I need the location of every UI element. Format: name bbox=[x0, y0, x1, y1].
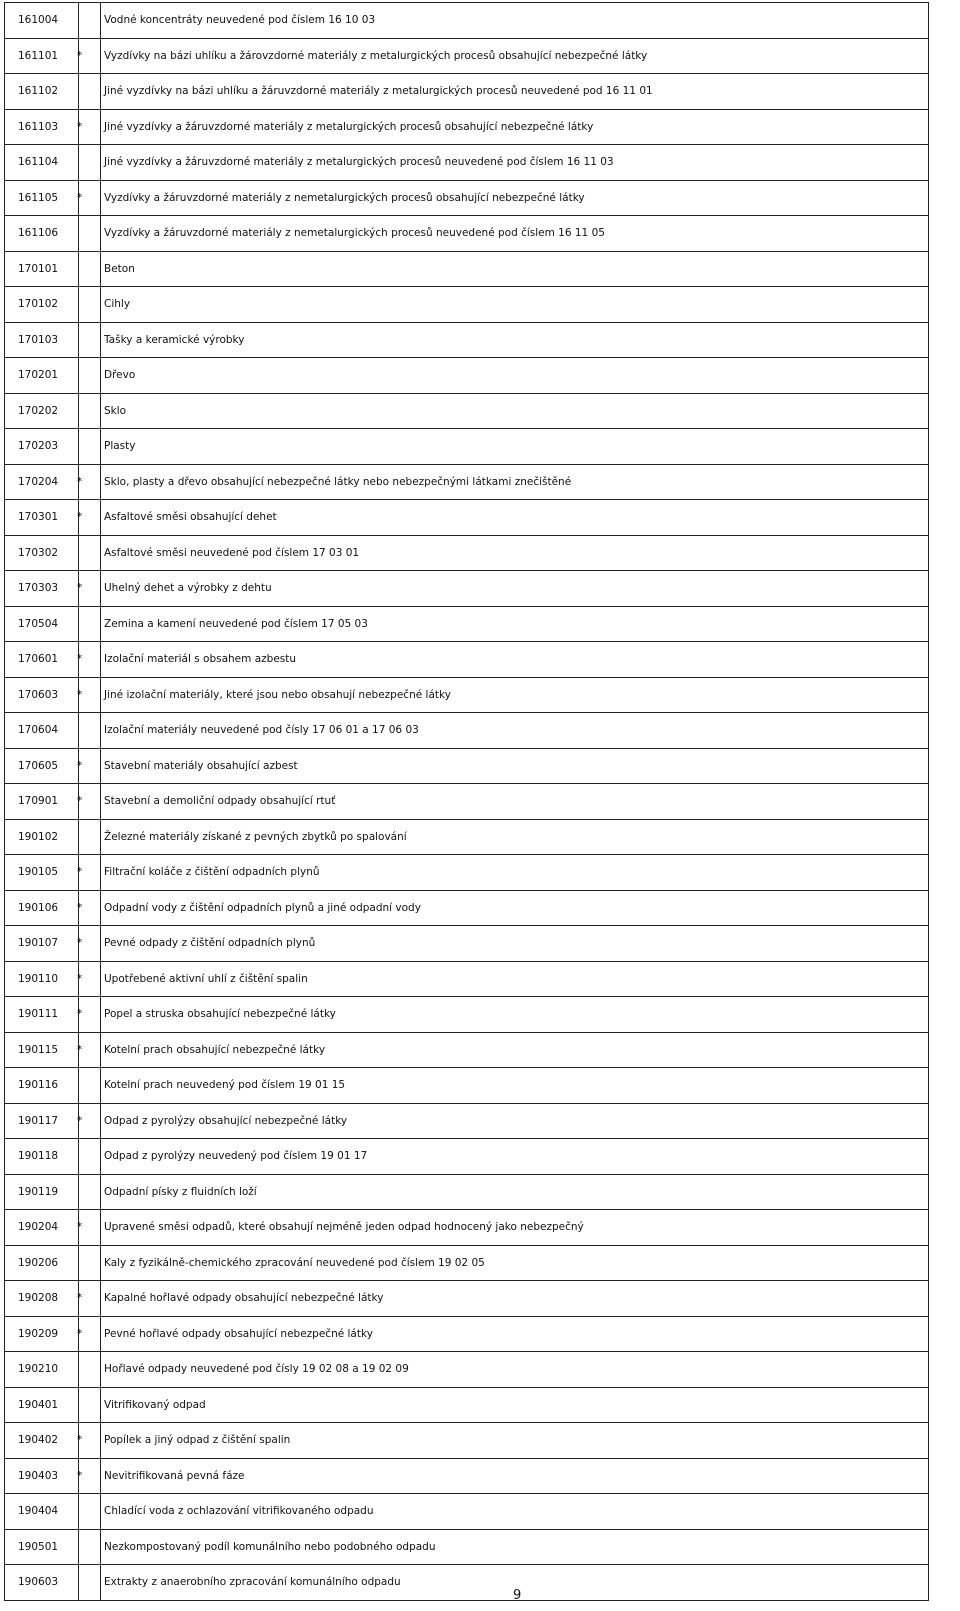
waste-code-cell: 190208 bbox=[5, 1281, 79, 1317]
waste-code-cell: 190119 bbox=[5, 1174, 79, 1210]
hazard-flag-cell bbox=[79, 1565, 101, 1601]
table-row bbox=[5, 393, 929, 429]
waste-code-cell: 170101 bbox=[5, 251, 79, 287]
hazard-flag-cell bbox=[79, 464, 101, 500]
table-row bbox=[5, 287, 929, 323]
hazard-flag-cell bbox=[79, 393, 101, 429]
hazard-flag-cell bbox=[79, 819, 101, 855]
hazard-asterisk: * bbox=[77, 653, 83, 666]
waste-code-cell: 190402 bbox=[5, 1423, 79, 1459]
waste-description-cell: Stavební a demoliční odpady obsahující rtuť bbox=[101, 784, 929, 820]
table-row bbox=[5, 1494, 929, 1530]
waste-description-cell: Izolační materiál s obsahem azbestu bbox=[101, 642, 929, 678]
hazard-flag-cell bbox=[79, 1174, 101, 1210]
hazard-flag-cell bbox=[79, 287, 101, 323]
waste-description-cell: Stavební materiály obsahující azbest bbox=[101, 748, 929, 784]
hazard-flag-cell bbox=[79, 1068, 101, 1104]
waste-code-cell: 170605 bbox=[5, 748, 79, 784]
hazard-asterisk: * bbox=[77, 759, 83, 772]
waste-description-cell: Sklo, plasty a dřevo obsahující nebezpečné látky nebo nebezpečnými látkami znečištěné bbox=[101, 464, 929, 500]
waste-catalogue-table bbox=[4, 2, 929, 1601]
waste-code-cell: 190501 bbox=[5, 1529, 79, 1565]
hazard-flag-cell bbox=[79, 358, 101, 394]
waste-code-cell: 161004 bbox=[5, 3, 79, 39]
table-row bbox=[5, 855, 929, 891]
hazard-flag-cell bbox=[79, 1494, 101, 1530]
table-row bbox=[5, 1139, 929, 1175]
waste-code-cell: 190401 bbox=[5, 1387, 79, 1423]
waste-code-cell: 161106 bbox=[5, 216, 79, 252]
waste-description-cell: Extrakty z anaerobního zpracování komunálního odpadu bbox=[101, 1565, 929, 1601]
hazard-flag-cell bbox=[79, 1210, 101, 1246]
table-row bbox=[5, 1529, 929, 1565]
waste-description-cell: Odpadní písky z fluidních loží bbox=[101, 1174, 929, 1210]
waste-description-cell: Asfaltové směsi obsahující dehet bbox=[101, 500, 929, 536]
waste-description-cell: Upotřebené aktivní uhlí z čištění spalin bbox=[101, 961, 929, 997]
waste-code-cell: 190102 bbox=[5, 819, 79, 855]
waste-code-cell: 170201 bbox=[5, 358, 79, 394]
table-row bbox=[5, 251, 929, 287]
table-row bbox=[5, 1387, 929, 1423]
hazard-flag-cell bbox=[79, 38, 101, 74]
waste-description-cell: Železné materiály získané z pevných zbytků po spalování bbox=[101, 819, 929, 855]
hazard-flag-cell bbox=[79, 3, 101, 39]
table-row bbox=[5, 180, 929, 216]
waste-description-cell: Kotelní prach neuvedený pod číslem 19 01 15 bbox=[101, 1068, 929, 1104]
waste-description-cell: Cihly bbox=[101, 287, 929, 323]
table-body bbox=[5, 3, 929, 1601]
waste-description-cell: Vitrifikovaný odpad bbox=[101, 1387, 929, 1423]
waste-description-cell: Odpad z pyrolýzy neuvedený pod číslem 19 01 17 bbox=[101, 1139, 929, 1175]
table-row bbox=[5, 926, 929, 962]
waste-code-cell: 190105 bbox=[5, 855, 79, 891]
table-row bbox=[5, 38, 929, 74]
hazard-flag-cell bbox=[79, 784, 101, 820]
waste-code-cell: 190110 bbox=[5, 961, 79, 997]
waste-description-cell: Pevné hořlavé odpady obsahující nebezpečné látky bbox=[101, 1316, 929, 1352]
waste-code-cell: 190107 bbox=[5, 926, 79, 962]
table-row bbox=[5, 713, 929, 749]
table-row bbox=[5, 1245, 929, 1281]
table-row bbox=[5, 429, 929, 465]
waste-description-cell: Odpad z pyrolýzy obsahující nebezpečné látky bbox=[101, 1103, 929, 1139]
table-row bbox=[5, 1423, 929, 1459]
hazard-asterisk: * bbox=[77, 937, 83, 950]
waste-code-cell: 190117 bbox=[5, 1103, 79, 1139]
hazard-asterisk: * bbox=[77, 49, 83, 62]
table-row bbox=[5, 1068, 929, 1104]
table-row bbox=[5, 358, 929, 394]
waste-description-cell: Hořlavé odpady neuvedené pod čísly 19 02 08 a 19 02 09 bbox=[101, 1352, 929, 1388]
waste-description-cell: Jiné vyzdívky na bázi uhlíku a žáruvzdorné materiály z metalurgických procesů neuvedené pod 16 11 01 bbox=[101, 74, 929, 110]
hazard-flag-cell bbox=[79, 642, 101, 678]
waste-code-cell: 170604 bbox=[5, 713, 79, 749]
waste-code-cell: 190111 bbox=[5, 997, 79, 1033]
waste-description-cell: Vodné koncentráty neuvedené pod číslem 16 10 03 bbox=[101, 3, 929, 39]
hazard-flag-cell bbox=[79, 1139, 101, 1175]
waste-code-cell: 170102 bbox=[5, 287, 79, 323]
waste-description-cell: Asfaltové směsi neuvedené pod číslem 17 03 01 bbox=[101, 535, 929, 571]
hazard-flag-cell bbox=[79, 74, 101, 110]
waste-description-cell: Dřevo bbox=[101, 358, 929, 394]
waste-code-cell: 190603 bbox=[5, 1565, 79, 1601]
hazard-flag-cell bbox=[79, 1423, 101, 1459]
hazard-asterisk: * bbox=[77, 901, 83, 914]
waste-code-cell: 170203 bbox=[5, 429, 79, 465]
waste-code-cell: 170302 bbox=[5, 535, 79, 571]
hazard-asterisk: * bbox=[77, 688, 83, 701]
waste-description-cell: Sklo bbox=[101, 393, 929, 429]
waste-code-cell: 161105 bbox=[5, 180, 79, 216]
waste-description-cell: Uhelný dehet a výrobky z dehtu bbox=[101, 571, 929, 607]
waste-code-cell: 190116 bbox=[5, 1068, 79, 1104]
hazard-flag-cell bbox=[79, 926, 101, 962]
waste-description-cell: Vyzdívky na bázi uhlíku a žárovzdorné materiály z metalurgických procesů obsahující nebezpečné látky bbox=[101, 38, 929, 74]
table-row bbox=[5, 890, 929, 926]
hazard-flag-cell bbox=[79, 145, 101, 181]
waste-code-cell: 170103 bbox=[5, 322, 79, 358]
hazard-flag-cell bbox=[79, 997, 101, 1033]
waste-code-cell: 170603 bbox=[5, 677, 79, 713]
waste-code-cell: 170202 bbox=[5, 393, 79, 429]
waste-description-cell: Beton bbox=[101, 251, 929, 287]
waste-code-cell: 170204 bbox=[5, 464, 79, 500]
hazard-asterisk: * bbox=[77, 795, 83, 808]
waste-description-cell: Jiné vyzdívky a žáruvzdorné materiály z metalurgických procesů neuvedené pod číslem 16 11 03 bbox=[101, 145, 929, 181]
hazard-flag-cell bbox=[79, 1316, 101, 1352]
hazard-flag-cell bbox=[79, 1529, 101, 1565]
waste-code-cell: 190206 bbox=[5, 1245, 79, 1281]
hazard-flag-cell bbox=[79, 571, 101, 607]
waste-code-cell: 190210 bbox=[5, 1352, 79, 1388]
hazard-flag-cell bbox=[79, 1281, 101, 1317]
waste-code-cell: 170504 bbox=[5, 606, 79, 642]
waste-description-cell: Vyzdívky a žáruvzdorné materiály z nemetalurgických procesů neuvedené pod číslem 16 11 05 bbox=[101, 216, 929, 252]
waste-description-cell: Kotelní prach obsahující nebezpečné látky bbox=[101, 1032, 929, 1068]
waste-description-cell: Plasty bbox=[101, 429, 929, 465]
page-number: 9 bbox=[513, 1588, 522, 1603]
table-row bbox=[5, 1174, 929, 1210]
waste-description-cell: Tašky a keramické výrobky bbox=[101, 322, 929, 358]
table-row bbox=[5, 961, 929, 997]
hazard-asterisk: * bbox=[77, 1327, 83, 1340]
waste-description-cell: Nezkompostovaný podíl komunálního nebo podobného odpadu bbox=[101, 1529, 929, 1565]
hazard-flag-cell bbox=[79, 322, 101, 358]
hazard-flag-cell bbox=[79, 1103, 101, 1139]
waste-code-cell: 190209 bbox=[5, 1316, 79, 1352]
table-row bbox=[5, 606, 929, 642]
hazard-asterisk: * bbox=[77, 1434, 83, 1447]
waste-code-cell: 161103 bbox=[5, 109, 79, 145]
waste-code-cell: 190115 bbox=[5, 1032, 79, 1068]
waste-code-cell: 161102 bbox=[5, 74, 79, 110]
table-row bbox=[5, 1316, 929, 1352]
waste-code-cell: 170901 bbox=[5, 784, 79, 820]
hazard-asterisk: * bbox=[77, 120, 83, 133]
waste-code-cell: 190403 bbox=[5, 1458, 79, 1494]
waste-description-cell: Popel a struska obsahující nebezpečné látky bbox=[101, 997, 929, 1033]
table-row bbox=[5, 784, 929, 820]
hazard-flag-cell bbox=[79, 251, 101, 287]
waste-description-cell: Zemina a kamení neuvedené pod číslem 17 05 03 bbox=[101, 606, 929, 642]
hazard-flag-cell bbox=[79, 535, 101, 571]
waste-description-cell: Odpadní vody z čištění odpadních plynů a jiné odpadní vody bbox=[101, 890, 929, 926]
hazard-flag-cell bbox=[79, 180, 101, 216]
hazard-flag-cell bbox=[79, 1032, 101, 1068]
table-row bbox=[5, 997, 929, 1033]
waste-description-cell: Kaly z fyzikálně-chemického zpracování neuvedené pod číslem 19 02 05 bbox=[101, 1245, 929, 1281]
waste-description-cell: Chladící voda z ochlazování vitrifikovaného odpadu bbox=[101, 1494, 929, 1530]
hazard-flag-cell bbox=[79, 109, 101, 145]
hazard-flag-cell bbox=[79, 1387, 101, 1423]
hazard-flag-cell bbox=[79, 961, 101, 997]
waste-description-cell: Kapalné hořlavé odpady obsahující nebezpečné látky bbox=[101, 1281, 929, 1317]
waste-code-cell: 190204 bbox=[5, 1210, 79, 1246]
waste-description-cell: Filtrační koláče z čištění odpadních plynů bbox=[101, 855, 929, 891]
waste-code-cell: 170303 bbox=[5, 571, 79, 607]
table-row bbox=[5, 1352, 929, 1388]
table-row bbox=[5, 642, 929, 678]
table-row bbox=[5, 1103, 929, 1139]
table-row bbox=[5, 500, 929, 536]
table-row bbox=[5, 216, 929, 252]
waste-code-cell: 190118 bbox=[5, 1139, 79, 1175]
hazard-flag-cell bbox=[79, 1245, 101, 1281]
table-row bbox=[5, 464, 929, 500]
waste-description-cell: Izolační materiály neuvedené pod čísly 17 06 01 a 17 06 03 bbox=[101, 713, 929, 749]
waste-code-cell: 190106 bbox=[5, 890, 79, 926]
hazard-asterisk: * bbox=[77, 866, 83, 879]
hazard-asterisk: * bbox=[77, 191, 83, 204]
table-row bbox=[5, 677, 929, 713]
waste-description-cell: Jiné izolační materiály, které jsou nebo obsahují nebezpečné látky bbox=[101, 677, 929, 713]
hazard-asterisk: * bbox=[77, 582, 83, 595]
hazard-flag-cell bbox=[79, 748, 101, 784]
table-row bbox=[5, 819, 929, 855]
hazard-asterisk: * bbox=[77, 511, 83, 524]
hazard-asterisk: * bbox=[77, 1469, 83, 1482]
hazard-asterisk: * bbox=[77, 972, 83, 985]
waste-description-cell: Jiné vyzdívky a žáruvzdorné materiály z metalurgických procesů obsahující nebezpečné látky bbox=[101, 109, 929, 145]
hazard-flag-cell bbox=[79, 216, 101, 252]
table-row bbox=[5, 3, 929, 39]
hazard-flag-cell bbox=[79, 855, 101, 891]
hazard-flag-cell bbox=[79, 1352, 101, 1388]
hazard-flag-cell bbox=[79, 500, 101, 536]
waste-description-cell: Vyzdívky a žáruvzdorné materiály z nemetalurgických procesů obsahující nebezpečné látky bbox=[101, 180, 929, 216]
waste-code-cell: 190404 bbox=[5, 1494, 79, 1530]
hazard-asterisk: * bbox=[77, 1114, 83, 1127]
hazard-asterisk: * bbox=[77, 1043, 83, 1056]
table-row bbox=[5, 109, 929, 145]
hazard-asterisk: * bbox=[77, 1008, 83, 1021]
hazard-flag-cell bbox=[79, 606, 101, 642]
table-row bbox=[5, 535, 929, 571]
table-row bbox=[5, 571, 929, 607]
hazard-asterisk: * bbox=[77, 475, 83, 488]
hazard-flag-cell bbox=[79, 1458, 101, 1494]
hazard-flag-cell bbox=[79, 429, 101, 465]
table-row bbox=[5, 322, 929, 358]
table-row bbox=[5, 74, 929, 110]
hazard-asterisk: * bbox=[77, 1292, 83, 1305]
waste-description-cell: Popílek a jiný odpad z čištění spalin bbox=[101, 1423, 929, 1459]
waste-description-cell: Upravené směsi odpadů, které obsahují nejméně jeden odpad hodnocený jako nebezpečný bbox=[101, 1210, 929, 1246]
table-row bbox=[5, 145, 929, 181]
table-row bbox=[5, 1281, 929, 1317]
table-row bbox=[5, 1210, 929, 1246]
table-row bbox=[5, 1565, 929, 1601]
waste-code-cell: 170301 bbox=[5, 500, 79, 536]
waste-description-cell: Nevitrifikovaná pevná fáze bbox=[101, 1458, 929, 1494]
hazard-flag-cell bbox=[79, 677, 101, 713]
hazard-flag-cell bbox=[79, 890, 101, 926]
waste-description-cell: Pevné odpady z čištění odpadních plynů bbox=[101, 926, 929, 962]
waste-code-cell: 161101 bbox=[5, 38, 79, 74]
table-row bbox=[5, 1458, 929, 1494]
waste-code-cell: 161104 bbox=[5, 145, 79, 181]
hazard-asterisk: * bbox=[77, 1221, 83, 1234]
hazard-flag-cell bbox=[79, 713, 101, 749]
table-row bbox=[5, 748, 929, 784]
table-row bbox=[5, 1032, 929, 1068]
waste-code-cell: 170601 bbox=[5, 642, 79, 678]
